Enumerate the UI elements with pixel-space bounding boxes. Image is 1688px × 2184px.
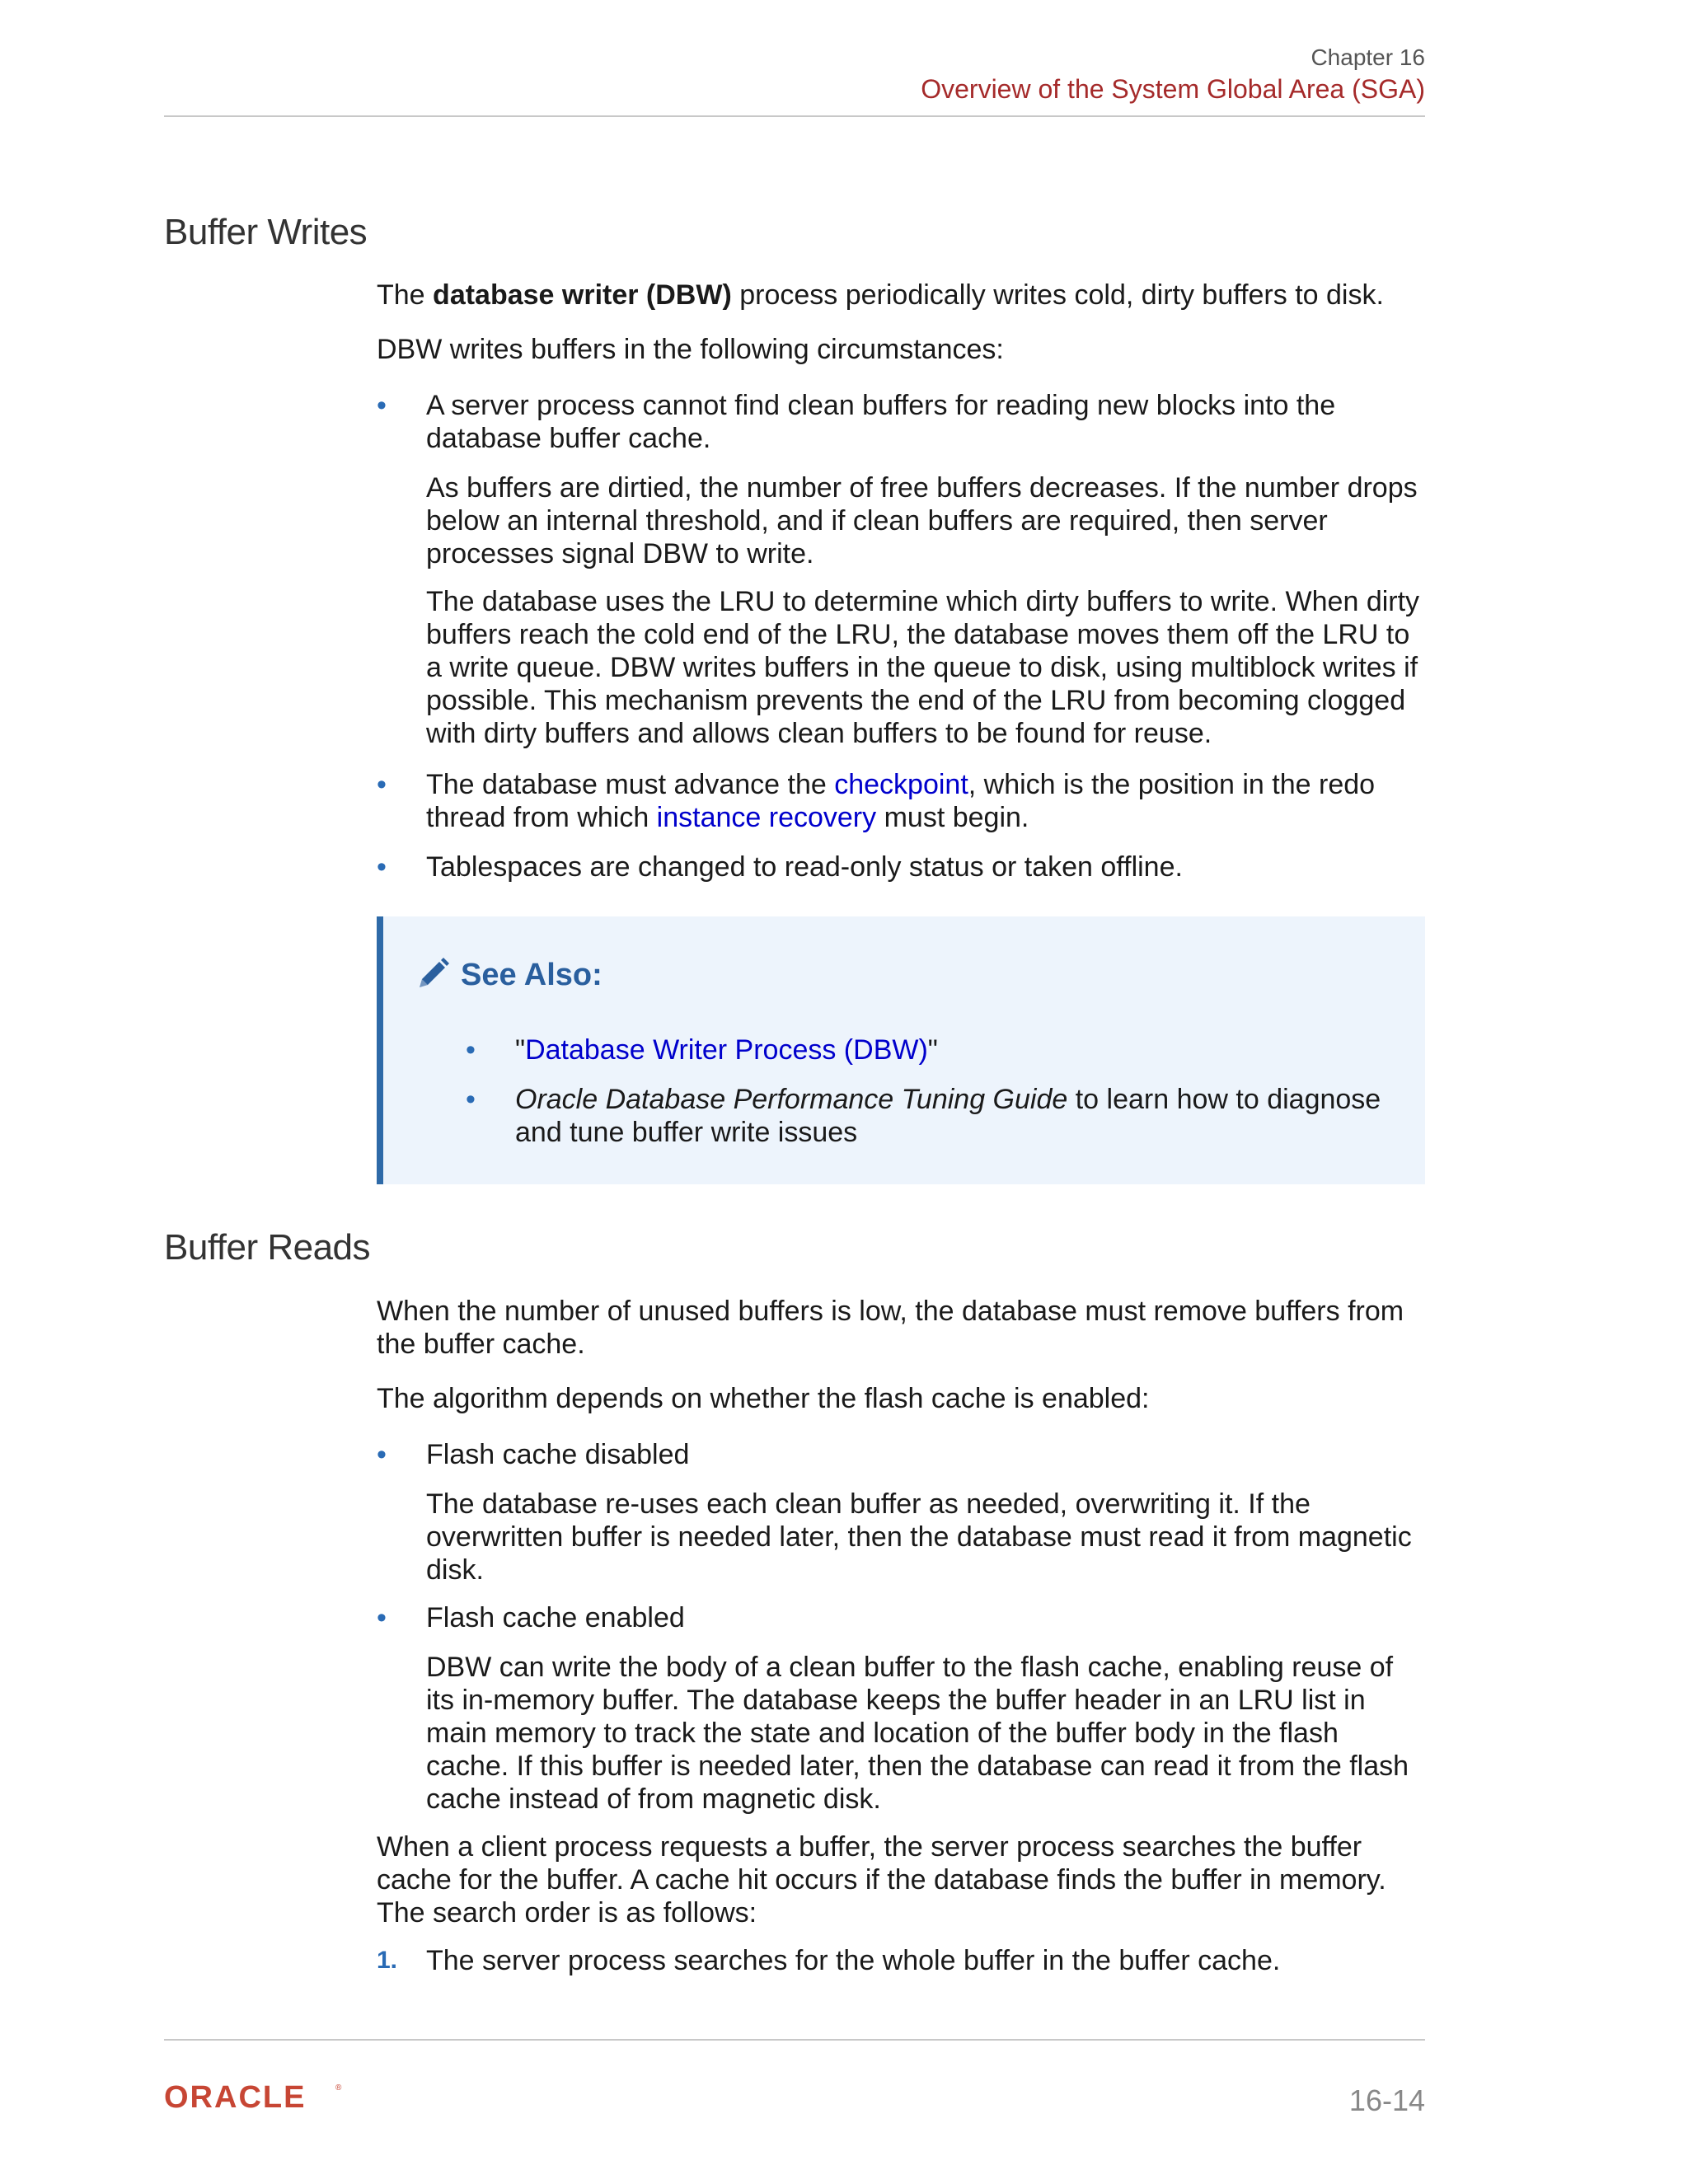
reads-paragraph: The algorithm depends on whether the flash cache is enabled:	[377, 1383, 1150, 1414]
circumstances-paragraph: DBW writes buffers in the following circumstances:	[377, 334, 1004, 365]
chapter-label: Chapter 16	[1311, 45, 1425, 70]
bullet-icon: •	[377, 1439, 387, 1470]
reads-paragraph: When a client process requests a buffer, the server process searches the buffer cache for the buffer. A cache hit occurs if the database finds the buffer in memory. The search order is as follows:	[377, 1831, 1386, 1929]
chapter-title: Overview of the System Global Area (SGA)	[921, 74, 1425, 104]
bullet-icon: •	[377, 1602, 387, 1633]
bullet-paragraph: DBW can write the body of a clean buffer to the flash cache, enabling reuse of its in-memory buffer. The database keeps the buffer header in an LRU list in main memory to track the state and location of the buffer body in the flash cache. If this buffer is needed later, then the database can read it from the flash cache instead of from magnetic disk.	[426, 1652, 1409, 1815]
oracle-logo	[164, 2080, 345, 2113]
bullet-icon: •	[466, 1034, 476, 1066]
section-title-buffer-writes: Buffer Writes	[164, 212, 368, 252]
intro-paragraph: The database writer (DBW) process periodically writes cold, dirty buffers to disk.	[377, 279, 1384, 311]
bullet-paragraph: The database uses the LRU to determine which dirty buffers to write. When dirty buffers reach the cold end of the LRU, the database moves them off the LRU to a write queue. DBW writes buffers in the queue to disk, using multiblock writes if possible. This mechanism prevents the end of the LRU from becoming clogged with dirty buffers and allows clean buffers to be found for reuse.	[426, 586, 1420, 749]
bullet-icon: •	[377, 390, 387, 421]
bullet-paragraph: As buffers are dirtied, the number of free buffers decreases. If the number drops below an internal threshold, and if clean buffers are required, then server processes signal DBW to write.	[426, 472, 1418, 569]
guide-title: Oracle Database Performance Tuning Guide	[515, 1084, 1068, 1115]
checkpoint-link[interactable]: checkpoint	[834, 769, 968, 800]
see-also-note: See Also: • "Database Writer Process (DBW)" • Oracle Database Performance Tuning Guide to learn how to diagnose and tune buffer write issues	[377, 916, 1425, 1184]
running-header	[164, 43, 1425, 105]
pencil-icon	[415, 956, 451, 992]
bullet-icon: •	[377, 851, 387, 883]
reads-paragraph: When the number of unused buffers is low, the database must remove buffers from the buffer cache.	[377, 1296, 1404, 1360]
svg-text:®: ®	[335, 2083, 342, 2093]
bullet-icon: •	[466, 1084, 476, 1115]
header-divider	[164, 115, 1425, 117]
instance-recovery-link[interactable]: instance recovery	[656, 802, 877, 833]
step-number: 1.	[377, 1947, 398, 1974]
dbw-process-link[interactable]: Database Writer Process (DBW)	[525, 1034, 928, 1066]
svg-text:ORACLE: ORACLE	[164, 2080, 307, 2113]
term-database-writer: database writer (DBW)	[433, 279, 732, 311]
page-number: 16-14	[1348, 2083, 1425, 2117]
footer-divider	[164, 2039, 1425, 2041]
bullet-icon: •	[377, 769, 387, 800]
bullet-paragraph: The database re-uses each clean buffer as needed, overwriting it. If the overwritten buffer is needed later, then the database must read it from magnetic disk.	[426, 1488, 1412, 1586]
section-title-buffer-reads: Buffer Reads	[164, 1227, 371, 1268]
